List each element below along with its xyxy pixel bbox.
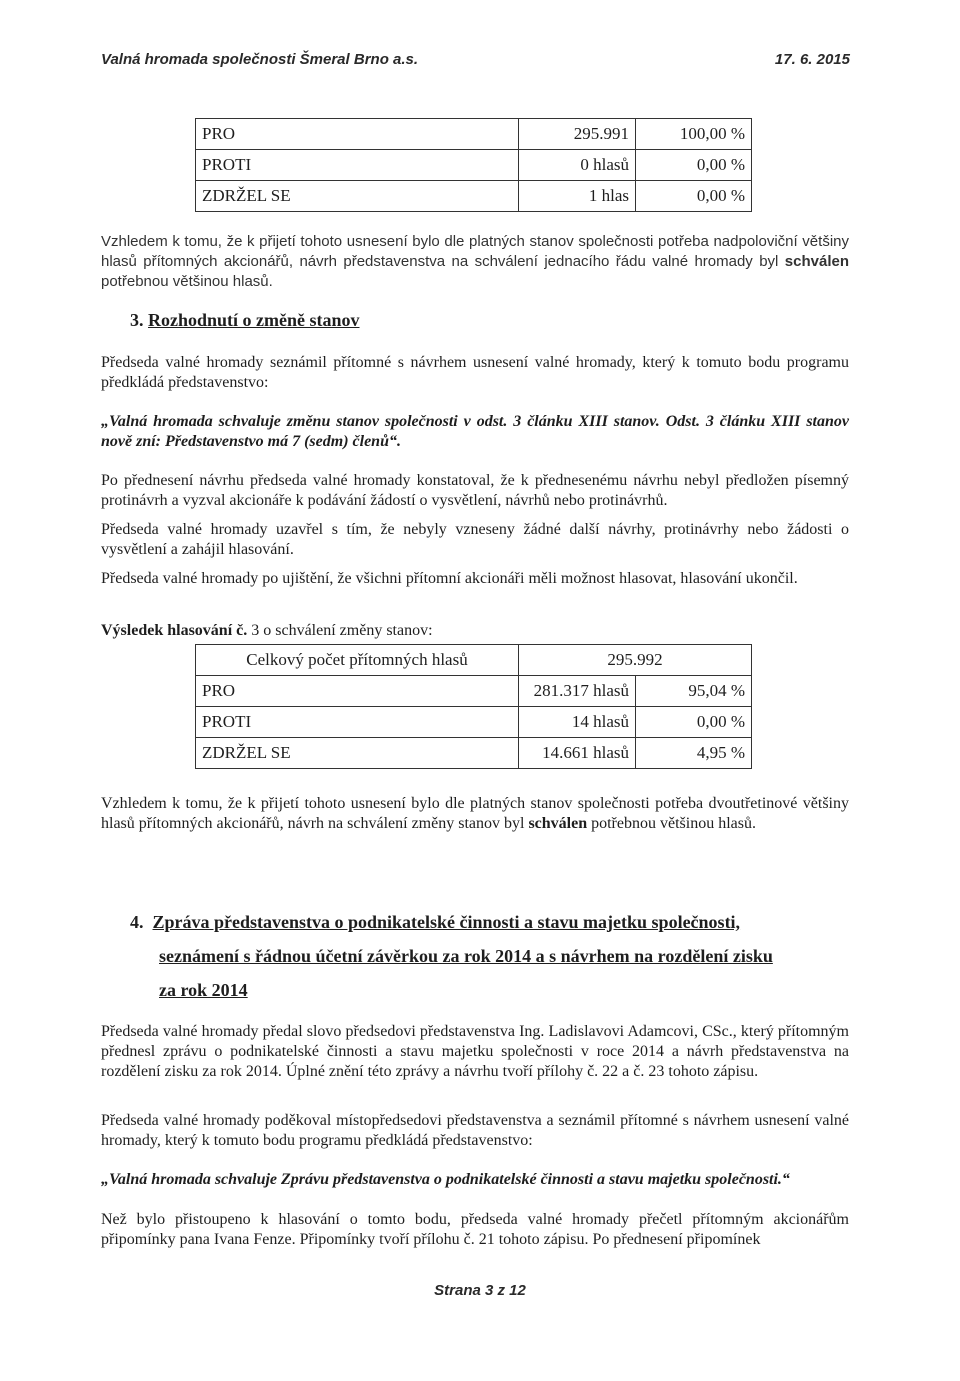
quote-text: „Valná hromada schvaluje změnu stanov společnosti v odst. 3 článku XIII stanov. Odst. 3 článku XIII stanov nově zní:: [101, 413, 849, 450]
quote-text: Představenstvo má 7 (sedm) členů: [165, 433, 389, 450]
table-row: [196, 738, 752, 769]
table-row: [196, 119, 752, 150]
bold-text: Výsledek hlasování č.: [101, 622, 248, 639]
paragraph-thanks: Předseda valné hromady poděkoval místopředsedovi představenstva a seznámil přítomné s návrhem usnesení valné hromady, který k tomuto bodu programu předkládá představenstvo:: [101, 1112, 849, 1149]
paragraph-report: Předseda valné hromady předal slovo předsedovi představenstva Ing. Ladislavovi Adamcovi, CSc., který přítomným přednesl zprávu o podnikatelské činnosti a stavu majetku společnosti v roce 2014 a návrh představenstva na rozdělení zisku za rok 2014. Úplné znění této zprávy a návrhu tvoří přílohy č. 22 a č. 23 tohoto zápisu.: [101, 1023, 849, 1080]
result-label: [101, 621, 849, 641]
table-row: [196, 645, 752, 676]
section-4-heading: [130, 905, 850, 1007]
section-heading-line: [130, 905, 850, 939]
vote-percent: 0,00 %: [636, 181, 752, 212]
section-number: 3.: [130, 310, 144, 330]
paragraph-text: potřebnou většinou hlasů.: [101, 273, 273, 290]
vote-count: 14 hlasů: [519, 707, 636, 738]
section-title-line: Zpráva představenstva o podnikatelské činnosti a stavu majetku společnosti,: [152, 912, 741, 932]
vote-label: PROTI: [196, 707, 519, 738]
paragraph-no-counterproposal: Po přednesení návrhu předseda valné hromady konstatoval, že k přednesenému návrhu nebyl předložen písemný protinávrh a vyzval akcionáře k podávání žádostí o vysvětlení, návrhů nebo protinávrhů.: [101, 472, 849, 509]
resolution-quote-1: [101, 412, 849, 452]
vote-label: PROTI: [196, 150, 519, 181]
header-title: Valná hromada společnosti Šmeral Brno a.s.: [101, 51, 419, 68]
header-date: 17. 6. 2015: [774, 51, 850, 68]
table-row: [196, 150, 752, 181]
vote-percent: 100,00 %: [636, 119, 752, 150]
bold-text: schválen: [528, 815, 588, 832]
vote-count: 281.317 hlasů: [519, 676, 636, 707]
table-row: [196, 181, 752, 212]
section-heading-line: [130, 939, 850, 973]
paragraph-text: Vzhledem k tomu, že k přijetí tohoto usnesení bylo dle platných stanov společnosti potřeba dvoutřetinové většiny hlasů přítomných akcionářů, návrh na schválení změny stanov byl: [101, 795, 849, 832]
paragraph-text: potřebnou většinou hlasů.: [587, 815, 756, 832]
vote-table-2: [195, 644, 752, 769]
section-3-heading: [130, 310, 360, 331]
paragraph-voting-end: Předseda valné hromady po ujištění, že všichni přítomní akcionáři měli možnost hlasovat, hlasování ukončil.: [101, 570, 798, 587]
paragraph-text: Vzhledem k tomu, že k přijetí tohoto usnesení bylo dle platných stanov společnosti potřeba nadpoloviční většiny hlasů přítomných akcionářů, návrh představenstva na schválení jednacího řádu valné hromady byl: [101, 233, 849, 270]
section-title-line: za rok 2014: [159, 980, 248, 1000]
paragraph-voting-start: Předseda valné hromady uzavřel s tím, že nebyly vzneseny žádné další návrhy, protinávrhy nebo žádosti o vysvětlení a zahájil hlasování.: [101, 521, 849, 558]
vote-count: 295.991: [519, 119, 636, 150]
vote-count: 14.661 hlasů: [519, 738, 636, 769]
section-title-line: seznámení s řádnou účetní závěrkou za rok 2014 a s návrhem na rozdělení zisku: [159, 946, 773, 966]
paragraph-result-1: [101, 232, 849, 292]
resolution-quote-2: „Valná hromada schvaluje Zprávu představenstva o podnikatelské činnosti a stavu majetku společnosti.“: [101, 1171, 790, 1188]
vote-label: ZDRŽEL SE: [196, 738, 519, 769]
vote-percent: 4,95 %: [636, 738, 752, 769]
table-row: [196, 676, 752, 707]
vote-percent: 0,00 %: [636, 707, 752, 738]
vote-count: 1 hlas: [519, 181, 636, 212]
paragraph-result-2: [101, 794, 849, 834]
vote-label: PRO: [196, 676, 519, 707]
vote-percent: 0,00 %: [636, 150, 752, 181]
vote-label: PRO: [196, 119, 519, 150]
section-heading-line: [130, 973, 850, 1007]
vote-count: 0 hlasů: [519, 150, 636, 181]
paragraph-remarks: Než bylo přistoupeno k hlasování o tomto bodu, předseda valné hromady přečetl přítomným akcionářům připomínky pana Ivana Fenze. Připomínky tvoří přílohu č. 21 tohoto zápisu. Po přednesení připomínek: [101, 1211, 849, 1248]
vote-table-1: [195, 118, 752, 212]
section-number: 4.: [130, 912, 144, 932]
vote-label: ZDRŽEL SE: [196, 181, 519, 212]
vote-percent: 95,04 %: [636, 676, 752, 707]
paragraph-intro: Předseda valné hromady seznámil přítomné s návrhem usnesení valné hromady, který k tomuto bodu programu předkládá představenstvo:: [101, 354, 849, 391]
section-title: Rozhodnutí o změně stanov: [148, 310, 360, 330]
paragraph-text: 3 o schválení změny stanov:: [247, 622, 433, 639]
bold-text: schválen: [784, 253, 849, 270]
page-footer: Strana 3 z 12: [434, 1282, 526, 1299]
quote-text: “.: [388, 433, 401, 450]
total-label: Celkový počet přítomných hlasů: [196, 645, 519, 676]
total-value: 295.992: [519, 645, 752, 676]
table-row: [196, 707, 752, 738]
